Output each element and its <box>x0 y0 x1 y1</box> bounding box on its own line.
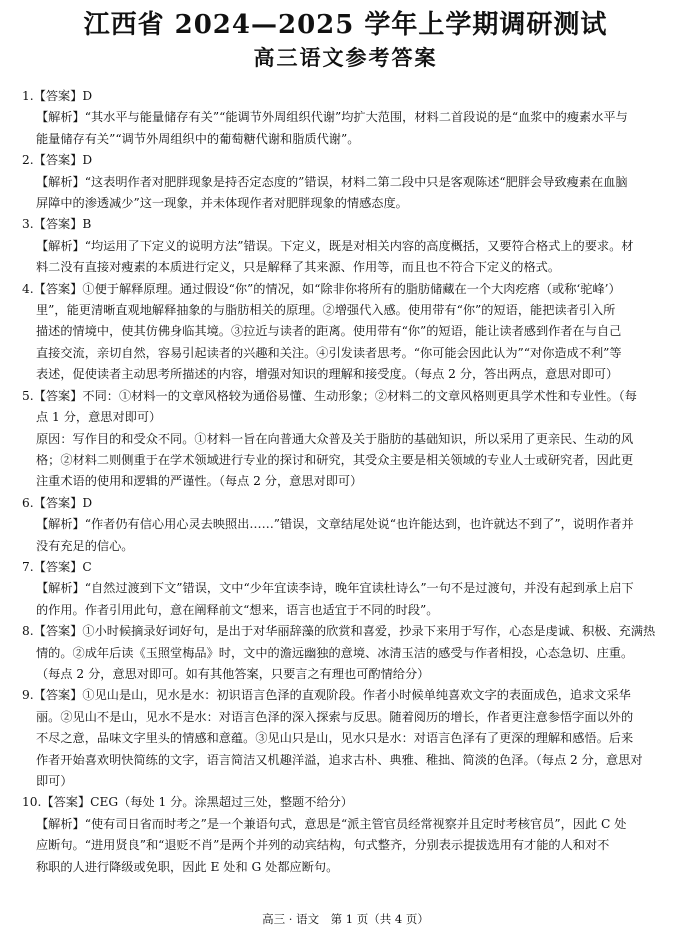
answer-item-7 <box>22 557 669 621</box>
page-title: 江西省 2024—2025 学年上学期调研测试 <box>83 10 608 40</box>
answer-label: 3.【答案】B <box>22 217 92 232</box>
answer-line: 表述，促使读者主动思考所描述的内容，增强对知识的理解和接受度。（每点 2 分，答出两点，意思对即可） <box>36 367 619 382</box>
page-footer: 高三 · 语文 第 1 页（共 4 页） <box>262 912 429 926</box>
answer-label: 6.【答案】D <box>22 495 93 510</box>
answer-item-3 <box>22 214 669 278</box>
analysis-line: 没有充足的信心。 <box>36 538 134 553</box>
analysis-line: 【解析】“均运用了下定义的说明方法”错误。下定义，既是对相关内容的高度概括，又要符合格式上的要求。材 <box>36 238 634 253</box>
answer-item-1 <box>22 86 669 150</box>
answer-item-10 <box>22 792 669 878</box>
answer-item-6 <box>22 493 669 557</box>
answer-label: 8.【答案】①小时候摘录好词好句，是出于对华丽辞藻的欣赏和喜爱，抄录下来用于写作，心态是虔诚、积极、充满热 <box>22 624 656 639</box>
analysis-line: 【解析】“其水平与能量储存有关”“能调节外周组织代谢”均扩大范围，材料二首段说的是“血浆中的瘦素水平与 <box>36 110 628 125</box>
answer-line: （每点 2 分，意思对即可。如有其他答案，只要言之有理也可酌情给分） <box>36 666 430 681</box>
answer-line: 不尽之意，品味文字里头的情感和意蕴。③见山只是山，见水只是水：对语言色泽有了更深的理解和感悟。后来 <box>36 731 634 746</box>
analysis-line: 应断句。“进用贤良”和“退贬不肖”是两个并列的动宾结构，句式整齐，分别表示提拔选用有才能的人和对不 <box>36 838 610 853</box>
answer-line: 点 1 分，意思对即可） <box>36 410 162 425</box>
answer-label: 7.【答案】C <box>22 559 92 574</box>
answer-label: 9.【答案】①见山是山，见水是水：初识语言色泽的直观阶段。作者小时候单纯喜欢文字的表面成色，追求文采华 <box>22 688 631 703</box>
answer-label: 5.【答案】不同：①材料一的文章风格较为通俗易懂、生动形象；②材料二的文章风格则更具学术性和专业性。（每 <box>22 388 637 403</box>
analysis-line: 称职的人进行降级或免职，因此 E 处和 G 处都应断句。 <box>36 859 339 874</box>
answer-line: 原因：写作目的和受众不同。①材料一旨在向普通大众普及关于脂肪的基础知识，所以采用了更亲民、生动的风 <box>36 431 634 446</box>
analysis-line: 的作用。作者引用此句，意在阐释前文“想来，语言也适宜于不同的时段”。 <box>36 602 439 617</box>
answer-line: 情的。②成年后读《玉照堂梅品》时，文中的澹远幽独的意境、冰清玉洁的感受与作者相投，心态急切、庄重。 <box>36 645 634 660</box>
answer-line: 即可） <box>36 774 73 788</box>
answer-item-2 <box>22 150 669 214</box>
answer-line: 格；②材料二则侧重于在学术领域进行专业的探讨和研究，其受众主要是相关领域的专业人士或研究者，因此更 <box>36 452 634 467</box>
answer-line: 描述的情境中，使其仿佛身临其境。③拉近与读者的距离。使用带有“你”的短语，能让读者感到作者在与自己 <box>36 324 622 339</box>
answer-line: 丽。②见山不是山，见水不是水：对语言色泽的深入探索与反思。随着阅历的增长，作者更注意参悟字面以外的 <box>36 709 634 724</box>
analysis-line: 料二没有直接对瘦素的本质进行定义，只是解释了其来源、作用等，而且也不符合下定义的格式。 <box>36 260 561 275</box>
page-subtitle: 高三语文参考答案 <box>253 45 438 70</box>
answer-label: 2.【答案】D <box>22 153 93 168</box>
answer-label: 4.【答案】①便于解释原理。通过假设“你”的情况，如“除非你将所有的脂肪储藏在一个大肉疙瘩（或称‘驼峰’） <box>22 281 621 296</box>
analysis-line: 【解析】“作者仍有信心用心灵去映照出……”错误，文章结尾处说“也许能达到，也许就达不到了”，说明作者并 <box>36 517 634 532</box>
answer-label: 1.【答案】D <box>22 89 93 103</box>
answer-item-4 <box>22 279 669 386</box>
answer-label: 10.【答案】CEG（每处 1 分。涂黑超过三处，整题不给分） <box>22 795 353 810</box>
answer-line: 直接交流，亲切自然，容易引起读者的兴趣和关注。④引发读者思考。“你可能会因此认为”“对你造成不利”等 <box>36 345 622 360</box>
analysis-line: 屏障中的渗透减少”这一现象，并未体现作者对肥胖现象的情感态度。 <box>36 196 408 211</box>
analysis-line: 【解析】“使有司日省而时考之”是一个兼语句式，意思是“派主管官员经常视察并且定时考核官员”，因此 C 处 <box>36 816 627 831</box>
answer-item-9 <box>22 685 669 792</box>
answer-item-8 <box>22 621 669 685</box>
analysis-line: 【解析】“这表明作者对肥胖现象是持否定态度的”错误，材料二第二段中只是客观陈述“肥胖会导致瘦素在血脑 <box>36 174 628 189</box>
answer-list <box>22 86 669 878</box>
analysis-line: 【解析】“自然过渡到下文”错误，文中“少年宜读李诗，晚年宜读杜诗么”一句不是过渡句，并没有起到承上启下 <box>36 581 634 596</box>
answer-item-5 <box>22 386 669 493</box>
analysis-line: 能量储存有关”“调节外周组织中的葡萄糖代谢和脂质代谢”。 <box>36 131 360 146</box>
answer-line: 注重术语的使用和逻辑的严谨性。（每点 2 分，意思对即可） <box>36 474 363 489</box>
answer-line: 作者开始喜欢明快简练的文字，语言简洁又机趣洋溢，追求古朴、典雅、稚拙、简淡的色泽。（每点 2 分，意思对 <box>36 752 643 767</box>
answer-line: 里”，能更清晰直观地解释抽象的与脂肪相关的原理。②增强代入感。使用带有“你”的短语，能把读者引入所 <box>36 303 616 318</box>
